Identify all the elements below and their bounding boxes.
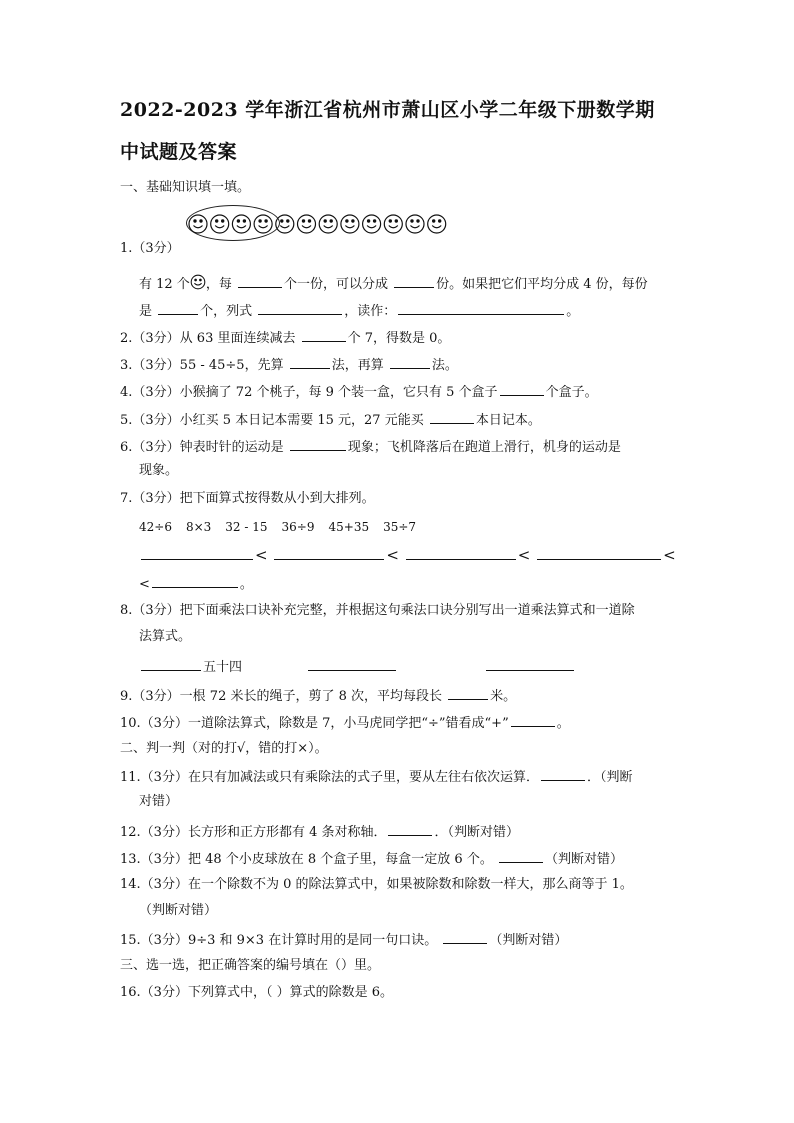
answer-blank[interactable] xyxy=(141,657,201,671)
question-9 xyxy=(120,686,516,706)
answer-blank[interactable] xyxy=(290,437,346,451)
answer-blank[interactable] xyxy=(258,301,342,315)
q11-text-b: ．（判断 xyxy=(586,770,633,785)
q5-text-b: 本日记本。 xyxy=(475,413,541,428)
question-13 xyxy=(120,849,623,869)
less-than: < xyxy=(255,546,268,564)
q1-text-h: 。 xyxy=(566,304,580,319)
section-heading-3: 三、选一选，把正确答案的编号填在（）里。 xyxy=(120,958,381,973)
less-than: < xyxy=(386,546,399,564)
q5-text-a: 5.（3分）小红买 5 本日记本需要 15 元，27 元能买 xyxy=(120,413,428,428)
q8-rhyme-text: 五十四 xyxy=(203,660,243,675)
answer-blank[interactable] xyxy=(511,713,555,727)
less-than: < xyxy=(663,546,676,564)
answer-blank[interactable] xyxy=(158,301,198,315)
q3-text-c: 法。 xyxy=(431,358,458,373)
question-8-line-2: 法算式。 xyxy=(139,629,192,644)
question-1-number: 1.（3分） xyxy=(120,241,180,256)
q4-text-a: 4.（3分）小猴摘了 72 个桃子，每 9 个装一盒，它只有 5 个盒子 xyxy=(120,385,498,400)
expression: 32 - 15 xyxy=(225,520,268,534)
question-16: 16.（3分）下列算式中，（ ）算式的除数是 6。 xyxy=(120,985,393,1000)
document-title-line-2: 中试题及答案 xyxy=(120,141,238,163)
section-heading-2: 二、判一判（对的打√，错的打×）。 xyxy=(120,741,328,756)
question-8: 8.（3分）把下面乘法口诀补充完整，并根据这句乘法口诀分别写出一道乘法算式和一道除 xyxy=(120,603,635,618)
question-7-ordering-row xyxy=(139,546,676,564)
question-7: 7.（3分）把下面算式按得数从小到大排列。 xyxy=(120,491,375,506)
less-than: < xyxy=(139,577,150,592)
q10-text-b: 。 xyxy=(556,716,570,731)
q9-text-a: 9.（3分）一根 72 米长的绳子，剪了 8 次，平均每段长 xyxy=(120,689,447,704)
q2-text-b: 个 7，得数是 0。 xyxy=(347,331,451,346)
q4-text-b: 个盒子。 xyxy=(545,385,598,400)
expression: 45+35 xyxy=(328,520,370,534)
answer-blank[interactable] xyxy=(486,657,574,671)
answer-blank[interactable] xyxy=(388,822,432,836)
q1-text-e: 是 xyxy=(139,304,157,319)
answer-blank[interactable] xyxy=(398,301,564,315)
answer-blank[interactable] xyxy=(430,410,474,424)
question-12 xyxy=(120,822,519,842)
expression: 35÷7 xyxy=(383,520,417,534)
q1-text-d: 份。如果把它们平均分成 4 份，每份 xyxy=(436,277,648,292)
question-7-expressions xyxy=(139,518,430,536)
expression: 8×3 xyxy=(185,520,212,534)
smiley-icon xyxy=(190,274,206,290)
q11-text-a: 11.（3分）在只有加减法或只有乘除法的式子里，要从左往右依次运算． xyxy=(120,770,539,785)
question-1-line-1 xyxy=(139,274,648,294)
question-3 xyxy=(120,355,458,375)
q13-text-b: （判断对错） xyxy=(544,852,623,867)
question-15 xyxy=(120,930,567,950)
question-8-blanks xyxy=(139,657,576,677)
question-6-line-2: 现象。 xyxy=(139,463,179,478)
document-title-line-1: 2022-2023 学年浙江省杭州市萧山区小学二年级下册数学期 xyxy=(120,99,655,121)
q2-text-a: 2.（3分）从 63 里面连续减去 xyxy=(120,331,300,346)
q3-text-b: 法，再算 xyxy=(331,358,388,373)
question-1-line-2 xyxy=(139,301,579,321)
answer-blank[interactable] xyxy=(274,546,384,560)
question-5 xyxy=(120,410,541,430)
answer-blank[interactable] xyxy=(302,328,346,342)
section-heading-1: 一、基础知识填一填。 xyxy=(120,180,251,195)
q12-text-a: 12.（3分）长方形和正方形都有 4 条对称轴． xyxy=(120,825,387,840)
question-2 xyxy=(120,328,450,348)
expression: 42÷6 xyxy=(139,520,172,534)
answer-blank[interactable] xyxy=(406,546,516,560)
q6-text-b: 现象；飞机降落后在跑道上滑行，机身的运动是 xyxy=(347,440,621,455)
q1-text-f: 个，列式 xyxy=(200,304,257,319)
smiley-row-icon xyxy=(188,213,450,235)
question-7-ordering-row-2 xyxy=(139,574,253,594)
answer-blank[interactable] xyxy=(390,355,430,369)
q1-text-b: ，每 xyxy=(205,277,236,292)
q15-text-a: 15.（3分）9÷3 和 9×3 在计算时用的是同一句口诀。 xyxy=(120,933,442,948)
answer-blank[interactable] xyxy=(448,686,488,700)
q6-text-a: 6.（3分）钟表时针的运动是 xyxy=(120,440,288,455)
q9-text-b: 米。 xyxy=(490,689,517,704)
q15-text-b: （判断对错） xyxy=(489,933,568,948)
q1-text-g: ，读作： xyxy=(344,304,397,319)
question-11-line-2: 对错） xyxy=(139,794,179,809)
q3-text-a: 3.（3分）55 - 45÷5，先算 xyxy=(120,358,288,373)
expression: 36÷9 xyxy=(281,520,315,534)
q1-text-a: 有 12 个 xyxy=(139,277,190,292)
q10-text-a: 10.（3分）一道除法算式，除数是 7，小马虎同学把“÷”错看成“+” xyxy=(120,716,509,731)
answer-blank[interactable] xyxy=(500,382,544,396)
period: 。 xyxy=(239,577,253,592)
answer-blank[interactable] xyxy=(141,546,253,560)
answer-blank[interactable] xyxy=(290,355,330,369)
question-14-line-2: （判断对错） xyxy=(139,903,218,918)
question-10 xyxy=(120,713,570,733)
q12-text-b: ．（判断对错） xyxy=(434,825,519,840)
less-than: < xyxy=(517,546,531,564)
answer-blank[interactable] xyxy=(443,930,487,944)
q1-text-c: 个一份，可以分成 xyxy=(283,277,393,292)
answer-blank[interactable] xyxy=(499,849,543,863)
answer-blank[interactable] xyxy=(152,574,238,588)
answer-blank[interactable] xyxy=(541,767,585,781)
answer-blank[interactable] xyxy=(308,657,396,671)
q13-text-a: 13.（3分）把 48 个小皮球放在 8 个盒子里，每盒一定放 6 个。 xyxy=(120,852,497,867)
answer-blank[interactable] xyxy=(238,274,282,288)
question-11 xyxy=(120,767,632,787)
question-14: 14.（3分）在一个除数不为 0 的除法算式中，如果被除数和除数一样大，那么商等于 1。 xyxy=(120,877,633,892)
question-6 xyxy=(120,437,621,457)
smiley-faces-figure xyxy=(188,213,450,243)
answer-blank[interactable] xyxy=(394,274,434,288)
question-4 xyxy=(120,382,598,402)
answer-blank[interactable] xyxy=(537,546,661,560)
